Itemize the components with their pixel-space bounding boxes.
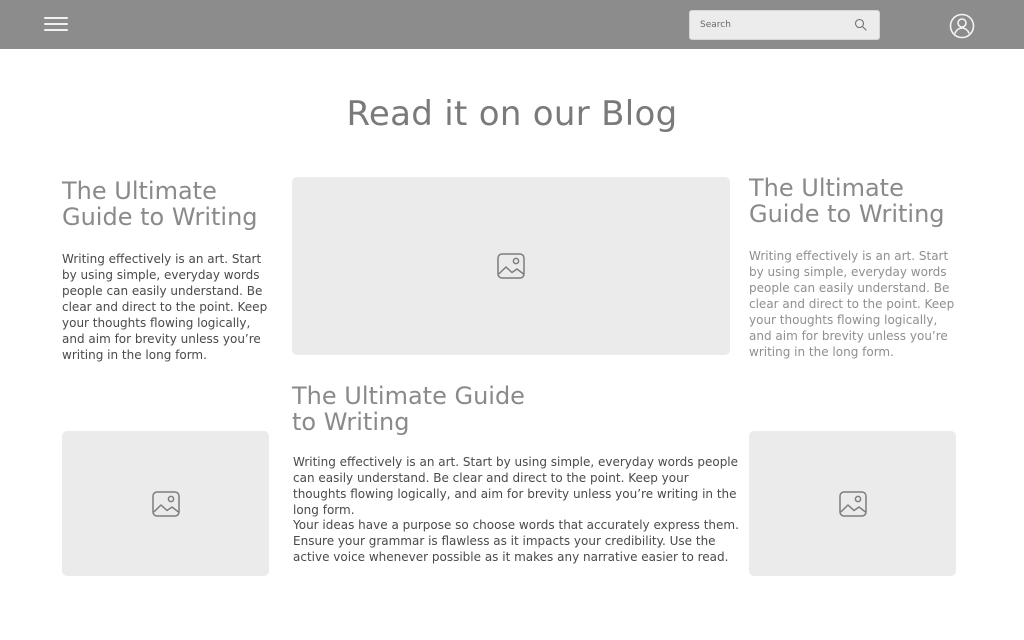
top-navigation-bar bbox=[0, 0, 1024, 49]
card-title-line: Guide to Writing bbox=[62, 203, 258, 231]
search-input[interactable] bbox=[690, 11, 850, 39]
card-title[interactable] bbox=[749, 175, 945, 227]
featured-image[interactable] bbox=[292, 177, 730, 355]
image-icon bbox=[151, 489, 181, 519]
article-image-left[interactable] bbox=[62, 431, 269, 576]
card-title-line: to Writing bbox=[292, 408, 410, 436]
card-title-line: Guide to Writing bbox=[749, 200, 945, 228]
search-box[interactable] bbox=[689, 10, 880, 40]
search-icon[interactable] bbox=[854, 18, 868, 32]
card-title[interactable] bbox=[62, 178, 258, 230]
card-paragraph: Your ideas have a purpose so choose words that accurately express them. Ensure your grammar is flawless as it impacts your credibility. Use the active voice whenever possible as it makes any narrative easier to read. bbox=[293, 518, 739, 564]
card-title[interactable] bbox=[292, 383, 525, 435]
card-title-line: The Ultimate Guide bbox=[292, 382, 525, 410]
image-icon bbox=[838, 489, 868, 519]
card-excerpt: Writing effectively is an art. Start by using simple, everyday words people can easily understand. Be clear and direct to the point. Keep your thoughts flowing logically, and aim for brevity unless you’re writing in the long form. bbox=[749, 249, 955, 359]
card-paragraph: Writing effectively is an art. Start by using simple, everyday words people can easily understand. Be clear and direct to the point. Keep your thoughts flowing logically, and aim for brevity unless you’re writing in the long form. bbox=[293, 455, 739, 517]
card-excerpt: Writing effectively is an art. Start by using simple, everyday words people can easily understand. Be clear and direct to the point. Keep your thoughts flowing logically, and aim for brevity unless you’re writing in the long form. bbox=[62, 252, 268, 362]
image-icon bbox=[496, 251, 526, 281]
user-avatar-icon[interactable] bbox=[949, 13, 975, 39]
hamburger-menu-icon[interactable] bbox=[44, 15, 70, 35]
article-image-right[interactable] bbox=[749, 431, 956, 576]
page-title: Read it on our Blog bbox=[346, 94, 678, 134]
card-title-line: The Ultimate bbox=[62, 177, 217, 205]
card-title-line: The Ultimate bbox=[749, 174, 904, 202]
